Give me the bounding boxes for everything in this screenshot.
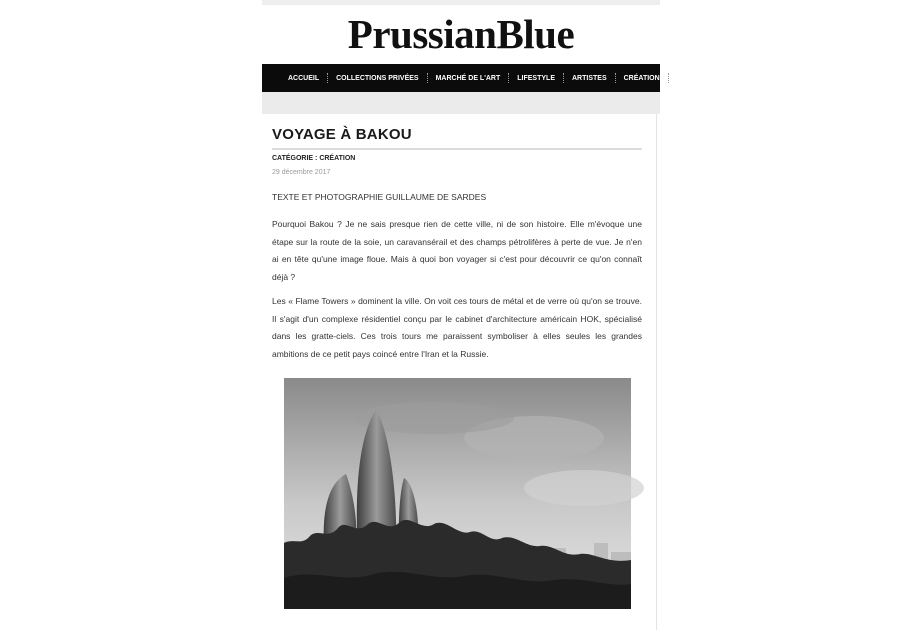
nav-separator [668, 73, 669, 83]
article-category[interactable]: CATÉGORIE : CRÉATION [272, 155, 356, 162]
nav-separator [615, 73, 616, 83]
nav-separator [563, 73, 564, 83]
nav-item-collections-privees[interactable]: COLLECTIONS PRIVÉES [336, 74, 419, 82]
page [262, 0, 694, 630]
article-date: 29 décembre 2017 [272, 169, 331, 176]
photo-illustration [284, 378, 631, 609]
nav-separator [327, 73, 328, 83]
nav-item-artistes[interactable]: ARTISTES [572, 74, 607, 82]
main-navigation [262, 64, 694, 92]
article-credits: TEXTE ET PHOTOGRAPHIE GUILLAUME DE SARDES [272, 192, 487, 202]
flame-towers-photo [284, 378, 631, 609]
nav-item-marche-de-l-art[interactable]: MARCHÉ DE L'ART [435, 74, 501, 82]
top-strip [262, 0, 660, 5]
nav-item-creation[interactable]: CRÉATION [623, 74, 660, 82]
nav-separator [427, 73, 428, 83]
article-paragraph: Les « Flame Towers » dominent la ville. On voit ces tours de métal et de verre où qu'on se trouve. Il s'agit d'un complexe résidentiel conçu par le cabinet d'architecture américain HOK, spécialisé dans les gratte-ciels. Ces trois tours me paraissent symboliser à elles seules les grandes ambitions de ce petit pays coincé entre l'Iran et la Russie. [272, 296, 642, 359]
nav-item-accueil[interactable]: ACCUEIL [288, 74, 320, 82]
article-paragraph: Pourquoi Bakou ? Je ne sais presque rien de cette ville, ni de son histoire. Elle m'évoque une étape sur la route de la soie, un caravansérail et des champs pétrolifères à perte de vue. Je n'en ai en tête qu'une image floue. Mais à quoi bon voyager si c'est pour découvrir ce qu'on connaît déjà ? [272, 219, 642, 282]
nav-item-le-m[interactable]: LE M [676, 74, 694, 82]
article-title: VOYAGE À BAKOU [272, 126, 412, 143]
nav-item-lifestyle[interactable]: LIFESTYLE [517, 74, 555, 82]
nav-separator [508, 73, 509, 83]
title-divider [272, 148, 642, 150]
cloud [524, 470, 644, 506]
article [262, 114, 657, 630]
sub-header-bar [262, 92, 660, 114]
site-logo[interactable]: PrussianBlue [347, 11, 575, 57]
nav-items [284, 64, 697, 92]
